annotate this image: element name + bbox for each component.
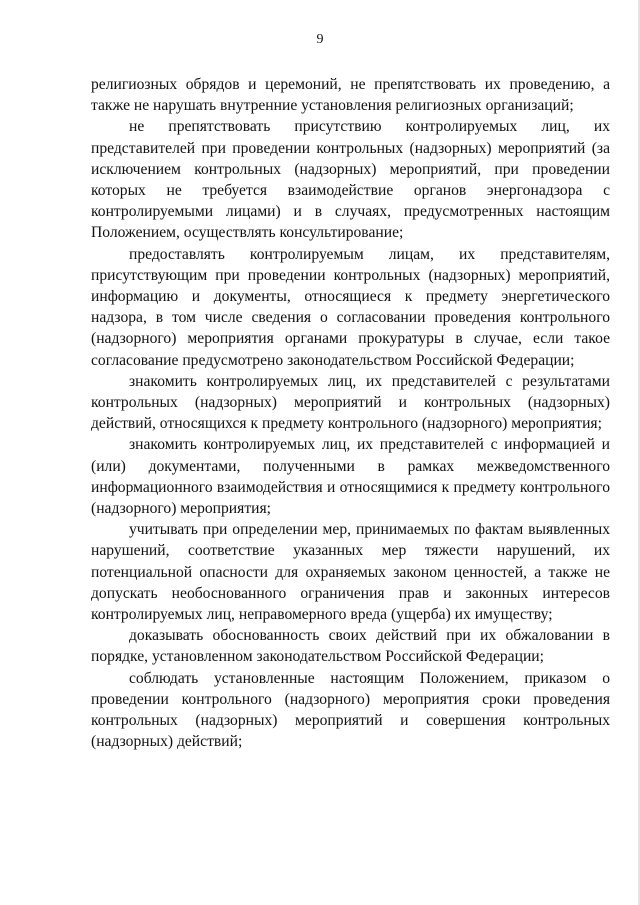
paragraph-religious-rites: религиозных обрядов и церемоний, не препятствовать их проведению, а также не нарушать внутренние установления религиозных организаций; <box>91 76 610 115</box>
paragraph-presence-of-controlled-persons: не препятствовать присутствию контролируемых лиц, их представителей при проведении контрольных (надзорных) мероприятий (за исключением контрольных (надзорных) мероприятий, при проведении которых не требуется взаимодействие органов энергонадзора с контролируемыми лицами) и в случаях, предусмотренных настоящим Положением, осуществлять консультирование; <box>91 118 610 242</box>
body-text <box>91 74 610 753</box>
paragraph-provide-information: предоставлять контролируемым лицам, их представителям, присутствующим при проведении контрольных (надзорных) мероприятий, информацию и документы, относящиеся к предмету энергетического надзора, в том числе сведения о согласовании проведения контрольного (надзорного) мероприятия органами прокуратуры в случае, если такое согласование предусмотрено законодательством Российской Федерации; <box>91 245 610 369</box>
page-number: 9 <box>316 32 324 47</box>
paragraph-proportionate-measures: учитывать при определении мер, принимаемых по фактам выявленных нарушений, соответствие указанных мер тяжести нарушений, их потенциальной опасности для охраняемых законом ценностей, а также не допускать необоснованного ограничения прав и законных интересов контролируемых лиц, неправомерного вреда (ущерба) их имуществу; <box>91 521 610 624</box>
paragraph-justify-actions: доказывать обоснованность своих действий при их обжаловании в порядке, установленном законодательством Российской Федерации; <box>91 627 610 666</box>
paragraph-inform-of-interagency-documents: знакомить контролируемых лиц, их представителей с информацией и (или) документами, полученными в рамках межведомственного информационного взаимодействия и относящимися к предмету контрольного (надзорного) мероприятия; <box>91 436 610 518</box>
paragraph-observe-deadlines: соблюдать установленные настоящим Положением, приказом о проведении контрольного (надзорного) мероприятия сроки проведения контрольных (надзорных) мероприятий и совершения контрольных (надзорных) действий; <box>91 669 610 751</box>
paragraph-inform-of-results: знакомить контролируемых лиц, их представителей с результатами контрольных (надзорных) мероприятий и контрольных (надзорных) действий, относящихся к предмету контрольного (надзорного) мероприятия; <box>91 372 610 433</box>
